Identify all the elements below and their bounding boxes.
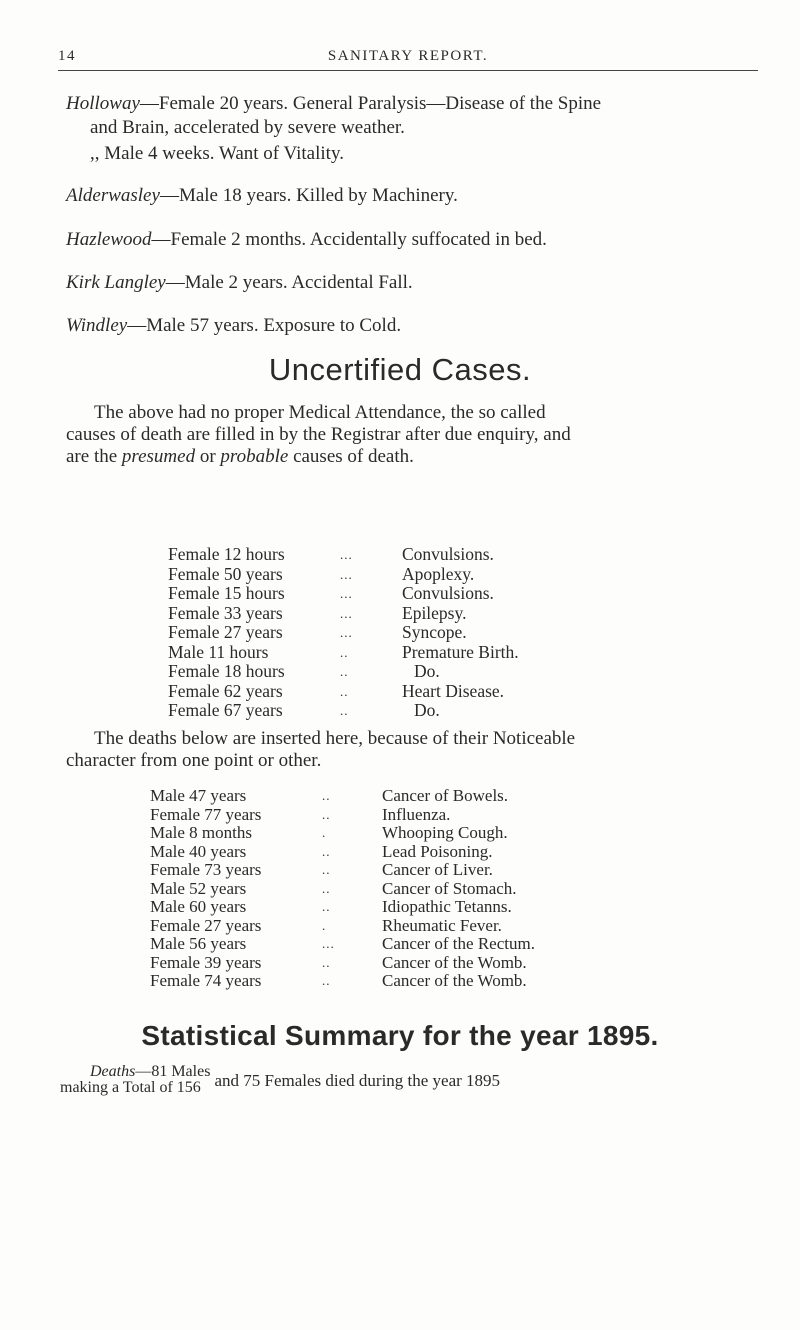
entry-place: Holloway <box>66 93 140 114</box>
leader-dots: .. <box>322 973 331 988</box>
running-title: SANITARY REPORT. <box>327 48 489 64</box>
summary-statement <box>60 1064 780 1096</box>
noticeable-table <box>150 787 770 991</box>
leader-dots: . <box>322 825 327 840</box>
deceased: Male 52 years <box>150 878 247 898</box>
leader-dots: .. <box>340 703 349 718</box>
leader-dots: .. <box>340 644 349 660</box>
deceased: Female 67 years <box>168 700 283 720</box>
deceased: Female 18 hours <box>168 661 285 681</box>
entry-text: —Female 20 years. General Paralysis—Disease of the Spine <box>139 93 602 114</box>
leader-dots: .. <box>322 880 331 896</box>
table-row <box>168 565 768 585</box>
deceased: Female 27 years <box>150 915 262 935</box>
table-row <box>168 604 768 624</box>
cause: Syncope. <box>402 622 467 642</box>
cause: Cancer of the Rectum. <box>382 934 535 953</box>
uncertified-heading: Uncertified Cases. <box>268 352 532 387</box>
deceased: Female 73 years <box>150 860 262 879</box>
table-row <box>150 972 770 991</box>
table-row <box>168 623 768 643</box>
cause: Premature Birth. <box>402 641 519 662</box>
cause: Convulsions. <box>402 583 494 603</box>
table-row <box>150 954 770 973</box>
cause: Cancer of Stomach. <box>382 878 517 898</box>
leader-dots: .. <box>322 788 331 803</box>
deaths-label: Deaths <box>90 1063 136 1080</box>
deceased: Male 60 years <box>150 897 247 916</box>
intro-line: The deaths below are inserted here, because of their Noticeable <box>94 728 576 749</box>
leader-dots: ... <box>322 936 335 951</box>
intro-emphasis: probable <box>220 446 289 467</box>
deceased: Female 39 years <box>150 952 262 972</box>
summary-line <box>60 1063 210 1080</box>
uncertified-intro <box>66 402 766 468</box>
entry-place: Kirk Langley <box>66 272 166 293</box>
deceased: Female 77 years <box>150 804 262 824</box>
cause: Cancer of the Womb. <box>382 952 527 972</box>
cause: Epilepsy. <box>402 602 467 623</box>
entry-windley <box>66 314 401 338</box>
deceased: Male 47 years <box>150 786 247 805</box>
cause: Influenza. <box>382 804 451 824</box>
leader-dots: ... <box>340 566 353 582</box>
leader-dots: .. <box>322 954 331 970</box>
entry-place: Alderwasley <box>66 185 160 206</box>
entry-holloway <box>66 92 601 116</box>
intro-text: are the <box>66 446 122 467</box>
intro-line <box>66 446 766 468</box>
table-row <box>150 880 770 899</box>
deceased: Female 27 years <box>168 622 283 642</box>
page-number: 14 <box>58 48 76 64</box>
cause: Do. <box>414 661 440 681</box>
intro-emphasis: presumed <box>121 446 196 467</box>
intro-text: or <box>195 446 221 467</box>
leader-dots: ... <box>340 605 353 621</box>
table-row <box>168 643 768 663</box>
deceased: Female 12 hours <box>168 544 285 564</box>
cause: Apoplexy. <box>402 563 475 584</box>
table-row <box>150 824 770 843</box>
cause: Cancer of Bowels. <box>382 786 509 805</box>
leader-dots: ... <box>340 586 353 601</box>
table-row <box>150 843 770 862</box>
entry-place: Windley <box>66 315 128 336</box>
table-row <box>150 935 770 954</box>
deceased: Female 15 hours <box>168 583 285 603</box>
summary-rest: and 75 Females died during the year 1895 <box>214 1070 501 1090</box>
cause: Convulsions. <box>402 544 494 564</box>
deceased: Male 8 months <box>150 823 252 842</box>
table-row <box>168 584 768 604</box>
deceased: Female 50 years <box>168 563 283 584</box>
leader-dots: .. <box>322 843 331 859</box>
summary-line2: making a Total of 156 <box>60 1079 201 1096</box>
uncertified-table <box>168 545 768 721</box>
entry-text: —Male 18 years. Killed by Machinery. <box>159 185 458 206</box>
summary-heading: Statistical Summary for the year 1895. <box>141 1020 659 1051</box>
deceased: Female 74 years <box>150 971 262 990</box>
table-row <box>168 545 768 565</box>
intro-line: character from one point or other. <box>66 750 322 771</box>
table-row <box>150 861 770 880</box>
entry-text: —Male 2 years. Accidental Fall. <box>165 272 413 293</box>
entry-holloway-cont <box>90 116 405 140</box>
entry-text: ,, Male 4 weeks. Want of Vitality. <box>90 143 344 164</box>
summary-stacked-lines <box>60 1064 210 1096</box>
entry-text: —Male 57 years. Exposure to Cold. <box>127 315 402 336</box>
leader-dots: . <box>322 917 327 933</box>
leader-dots: .. <box>322 806 331 822</box>
cause: Lead Poisoning. <box>382 841 493 861</box>
leader-dots: .. <box>340 664 349 679</box>
cause: Rheumatic Fever. <box>382 915 502 935</box>
table-row <box>168 701 768 721</box>
table-row <box>150 917 770 936</box>
noticeable-intro <box>66 728 766 772</box>
entry-kirk-langley <box>66 271 413 295</box>
leader-dots: ... <box>340 547 353 562</box>
table-row <box>150 787 770 806</box>
intro-text: causes of death. <box>288 446 414 467</box>
entry-holloway-male <box>90 142 344 166</box>
entry-alderwasley <box>66 184 458 208</box>
table-row <box>168 682 768 702</box>
summary-line1: —81 Males <box>135 1063 211 1080</box>
entry-place: Hazlewood <box>66 229 152 250</box>
deceased: Female 33 years <box>168 602 283 623</box>
deceased: Male 40 years <box>150 841 247 861</box>
entry-text: —Female 2 months. Accidentally suffocated in bed. <box>151 229 547 250</box>
deceased: Male 11 hours <box>168 641 269 662</box>
table-row <box>150 806 770 825</box>
leader-dots: ... <box>340 625 353 640</box>
cause: Cancer of the Womb. <box>382 971 527 990</box>
running-header <box>58 48 758 71</box>
table-row <box>168 662 768 682</box>
cause: Heart Disease. <box>402 680 505 701</box>
cause: Idiopathic Tetanns. <box>382 897 512 916</box>
entry-hazlewood <box>66 228 547 252</box>
table-row <box>150 898 770 917</box>
leader-dots: .. <box>322 862 331 877</box>
entry-text: and Brain, accelerated by severe weather. <box>90 117 405 138</box>
intro-line: causes of death are filled in by the Registrar after due enquiry, and <box>66 424 571 445</box>
leader-dots: .. <box>322 899 331 914</box>
cause: Do. <box>414 700 440 720</box>
leader-dots: .. <box>340 683 349 699</box>
cause: Whooping Cough. <box>382 823 508 842</box>
deceased: Male 56 years <box>150 934 247 953</box>
deceased: Female 62 years <box>168 680 283 701</box>
intro-line: The above had no proper Medical Attendance, the so called <box>94 402 546 423</box>
cause: Cancer of Liver. <box>382 860 493 879</box>
